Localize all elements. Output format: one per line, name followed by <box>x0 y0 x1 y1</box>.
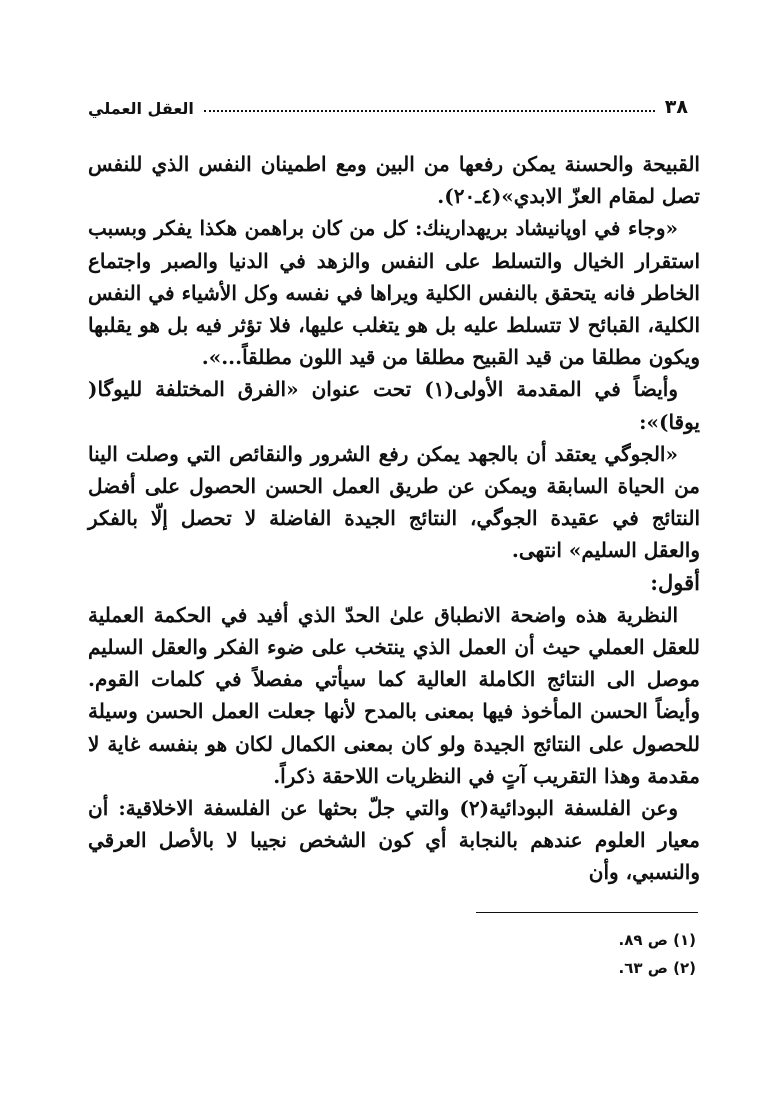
footnotes <box>300 926 696 982</box>
paragraph-yogi-quote: «الجوگي يعتقد أن بالجهد يمكن رفع الشرور والنقائص التي وصلت الينا من الحياة السابقة ويمكن عن طريق العمل الحسن الحصول على أفضل النتائج في عقيدة الجوگي، النتائج الجيدة الفاضلة لا تحصل إلّا بالفكر والعقل السليم» انتهى. <box>88 441 701 563</box>
footnote-divider <box>476 912 698 913</box>
running-title: العقل العملي <box>88 99 194 118</box>
page-header <box>88 88 688 118</box>
footnote-item: (٢) ص ٦٣. <box>618 959 696 977</box>
paragraph-buddhist: وعن الفلسفة البودائية(٢) والتي جلّ بحثها عن الفلسفة الاخلاقية: أن معيار العلوم عندهم بالنجابة أي كون الشخص نجيبا لا بالأصل العرقي والنسبي، وأن <box>88 796 701 885</box>
paragraph-continuation: القبيحة والحسنة يمكن رفعها من البين ومع اطمينان النفس الذي للنفس تصل لمقام العزّ الابدي»(٤ـ٢٠). <box>88 152 700 209</box>
footnote-item: (١) ص ٨٩. <box>618 931 696 949</box>
paragraph-analysis: النظرية هذه واضحة الانطباق علىٰ الحدّ الذي أفيد في الحكمة العملية للعقل العملي حيث أن العمل الذي ينتخب على ضوء الفكر والعقل السليم موصل الى النتائج الكاملة العالية كما سيأتي مفصلاً في كلمات القوم. وأيضاً الحسن المأخوذ فيها بمعنى بالمدح لأنها جعلت العمل الحسن وسيلة للحصول على النتائج الجيدة ولو كان بمعنى الكمال لكان هو بنفسه غاية لا مقدمة وهذا التقريب آتٍ في النظريات اللاحقة ذكراً. <box>88 602 701 788</box>
header-dot-leader <box>204 109 655 112</box>
page-number: ٣٨ <box>664 96 688 118</box>
section-heading: أقول: <box>650 569 700 595</box>
body-text <box>88 148 700 889</box>
paragraph-intro-yoga: وأيضاً في المقدمة الأولى(١) تحت عنوان «الفرق المختلفة لليوگا( يوقا)»: <box>88 377 700 434</box>
paragraph-upanishad-quote: «وجاء في اوپانيشاد بريهدارينك: كل من كان براهمن هكذا يفكر وبسبب استقرار الخيال والتسلط على النفس والزهد في الدنيا والصبر واجتماع الخاطر فانه يتحقق بالنفس الكلية ويراها في نفسه وكل الأشياء في النفس الكلية، القبائح لا تتسلط عليه بل هو يتغلب عليها، فلا تؤثر فيه بل هو يقلبها ويكون مطلقا من قيد القبيح مطلقا من قيد اللون مطلقاً...». <box>88 216 700 370</box>
